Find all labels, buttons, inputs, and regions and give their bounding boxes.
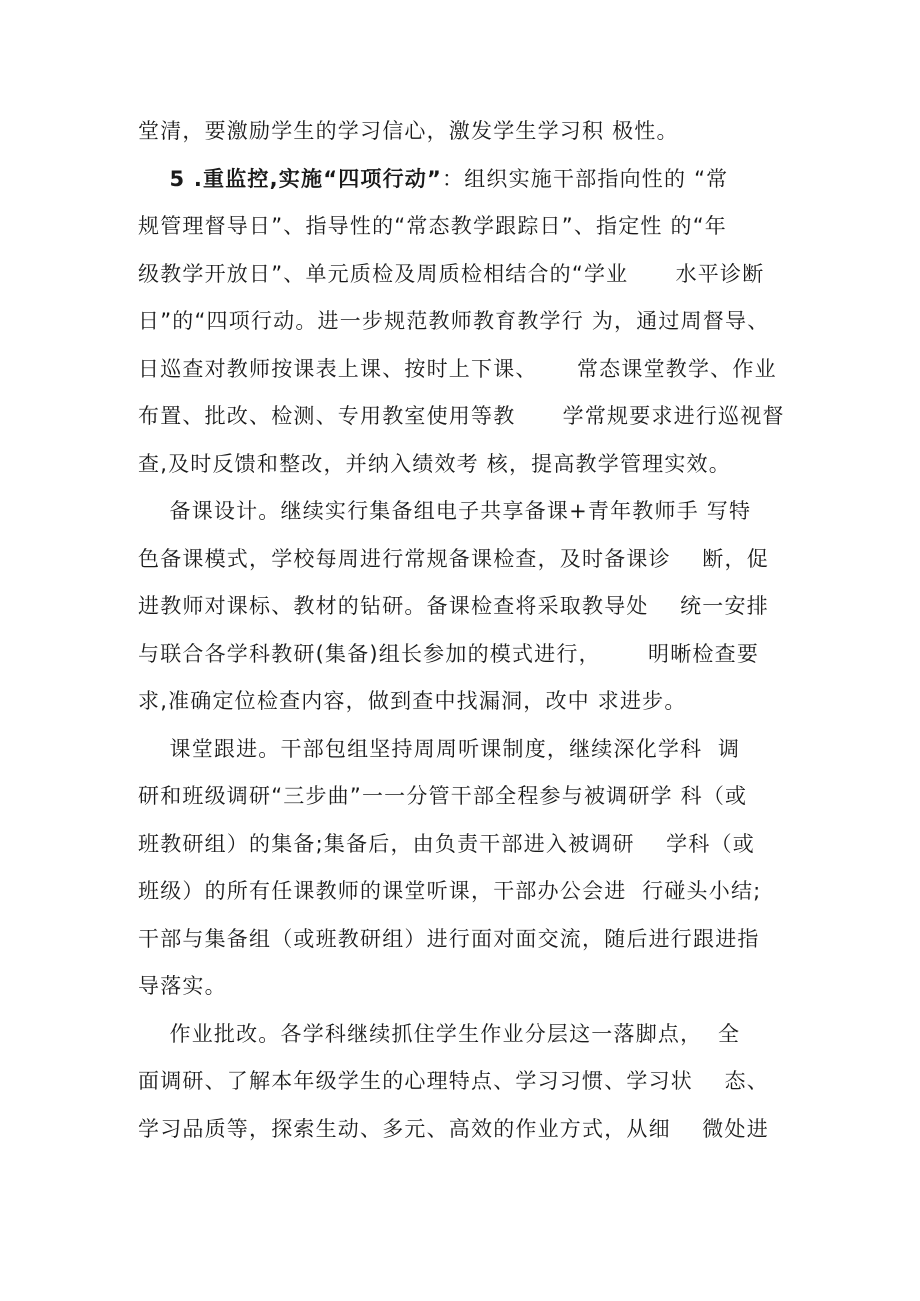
paragraph-lesson-prep-start: 备课设计。继续实行集备组电子共享备课+青年教师手 写特 xyxy=(138,499,752,523)
section-heading-line xyxy=(138,156,788,204)
section-heading: 5 .重监控,实施“四项行动” xyxy=(169,166,442,191)
paragraph-homework-start: 作业批改。各学科继续抓住学生作业分层这一落脚点， 全 xyxy=(138,1021,741,1046)
text-line-12: 与联合各学科教研(集备)组长参加的模式进行， 明晰检查要 xyxy=(138,641,760,666)
text-line-6: 日巡查对教师按课表上课、按时上下课、 常态课堂教学、作业 xyxy=(138,356,777,381)
text-line-5: 日”的“四项行动。进一步规范教师教育教学行 为，通过周督导、 xyxy=(138,309,770,333)
heading-indent xyxy=(138,167,170,191)
text-line-3: 规管理督导日”、指导性的“常态教学跟踪日”、指定性 的“年 xyxy=(138,214,727,238)
text-line-16: 班教研组）的集备;集备后，由负责干部进入被调研 学科（或 xyxy=(138,831,755,856)
text-line-4: 级教学开放日”、单元质检及周质检相结合的“学业 水平诊断 xyxy=(138,261,765,286)
text-line-1: 堂清，要激励学生的学习信心，激发学生学习积 极性。 xyxy=(138,119,679,143)
text-line-11: 进教师对课标、教材的钻研。备课检查将采取教导处 统一安排 xyxy=(138,594,769,618)
text-line-21: 面调研、了解本年级学生的心理特点、学习习惯、学习状 态、 xyxy=(138,1069,769,1093)
text-line-18: 干部与集备组（或班教研组）进行面对面交流，随后进行跟进指 xyxy=(138,926,760,951)
text-line-13: 求,准确定位检查内容，做到查中找漏洞，改中 求进步。 xyxy=(138,689,687,713)
text-line-8: 查,及时反馈和整改，并纳入绩效考 核，提高教学管理实效。 xyxy=(138,451,731,476)
text-line-17: 班级）的所有任课教师的课堂听课，干部办公会进 行碰头小结; xyxy=(138,879,762,903)
text-line-7: 布置、批改、检测、专用教室使用等教 学常规要求进行巡视督 xyxy=(138,404,785,428)
text-line-22: 学习品质等，探索生动、多元、高效的作业方式，从细 微处进 xyxy=(138,1116,769,1141)
text-line-19: 导落实。 xyxy=(138,974,227,998)
text-line-15: 研和班级调研“三步曲”一一分管干部全程参与被调研学 科（或 xyxy=(138,784,748,808)
body-text xyxy=(138,108,788,1153)
heading-continuation: ：组织实施干部指向性的 “常 xyxy=(442,166,729,191)
paragraph-classroom-followup-start: 课堂跟进。干部包组坚持周周听课制度，继续深化学科 调 xyxy=(138,736,741,761)
text-line-10: 色备课模式，学校每周进行常规备课检查，及时备课诊 断，促 xyxy=(138,546,769,571)
